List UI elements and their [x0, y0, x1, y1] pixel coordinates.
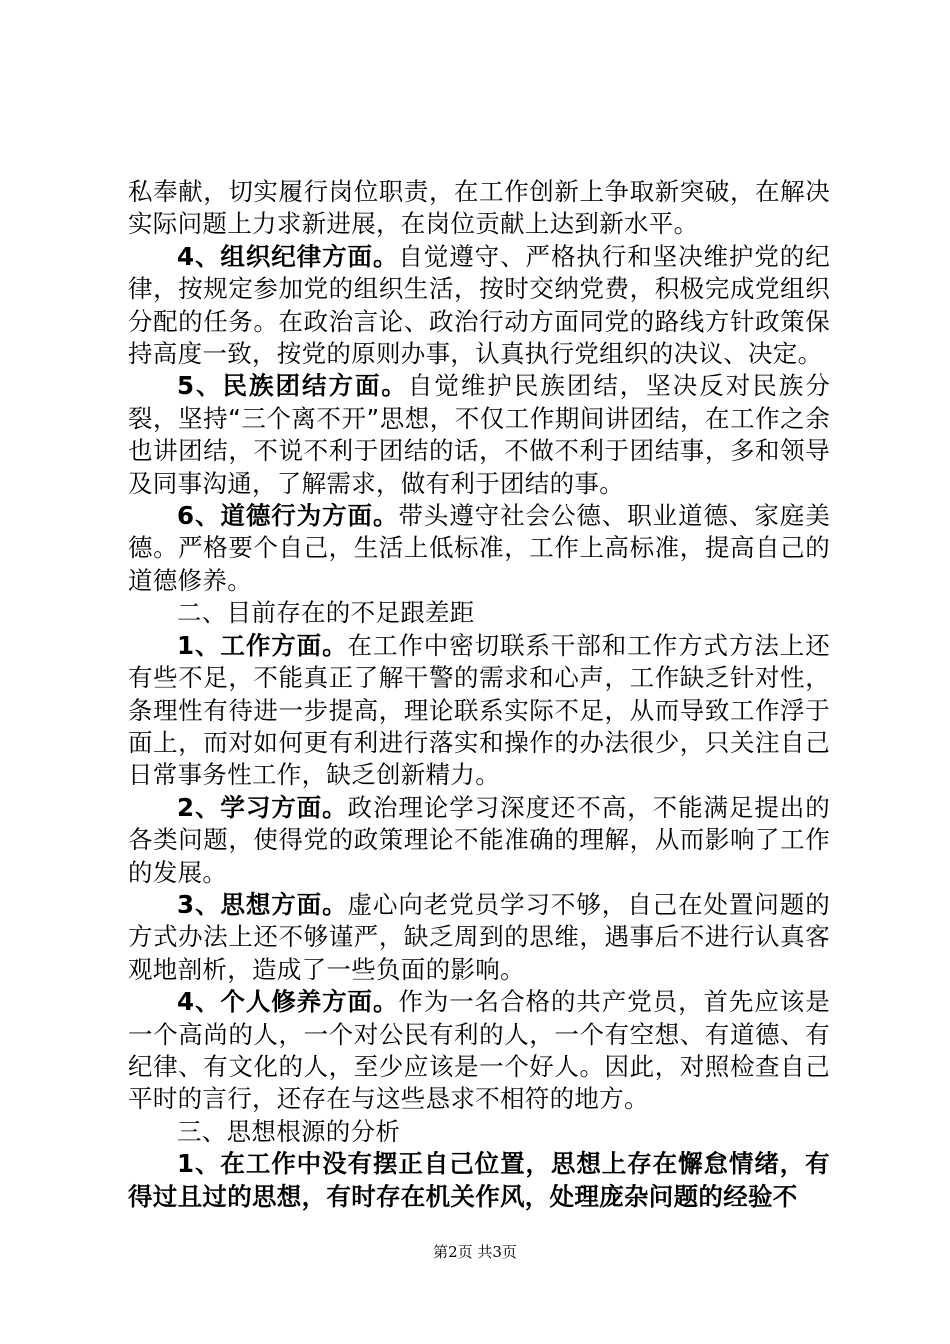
paragraph-heading: 6、道德行为方面。 [177, 501, 399, 531]
paragraph-text: 带头遵守社会公德、职业道德、家庭美德。严格要个自己，生活上低标准，工作上高标准，提高自己的道德修养。 [128, 501, 830, 595]
paragraph-heading: 4、组织纪律方面。 [177, 241, 399, 271]
paragraph [128, 500, 830, 597]
paragraph [128, 792, 830, 889]
paragraph-text: 二、目前存在的不足跟差距 [177, 598, 475, 628]
paragraph-text: 三、思想根源的分析 [177, 1116, 401, 1146]
paragraph-text: 政治理论学习深度还不高，不能满足提出的各类问题，使得党的政策理论不能准确的理解，从而影响了工作的发展。 [128, 792, 830, 887]
paragraph-heading: 5、民族团结方面。 [177, 371, 408, 401]
paragraph-text: 自觉遵守、严格执行和坚决维护党的纪律，按规定参加党的组织生活，按时交纳党费，积极完成党组织分配的任务。在政治言论、政治行动方面同党的路线方针政策保持高度一致，按党的原则办事，认真执行党组织的决议、决定。 [128, 241, 830, 369]
paragraph-text: 虚心向老党员学习不够，自己在处置问题的方式办法上还不够谨严，缺乏周到的思维，遇事后不进行认真客观地剖析，造成了一些负面的影响。 [128, 889, 830, 984]
paragraph [128, 630, 830, 792]
paragraph-heading: 3、思想方面。 [177, 889, 348, 919]
paragraph-text: 在工作中密切联系干部和工作方式方法上还有些不足，不能真正了解干警的需求和心声，工作缺乏针对性，条理性有待进一步提高，理论联系实际不足，从而导致工作浮于面上，而对如何更有利进行落实和操作的办法很少，只关注自己日常事务性工作，缺乏创新精力。 [128, 630, 830, 790]
paragraph-heading: 4、个人修养方面。 [177, 987, 399, 1017]
paragraph [128, 370, 830, 500]
document-body [128, 176, 830, 1213]
paragraph [128, 176, 830, 241]
paragraph [128, 597, 830, 629]
paragraph-heading: 1、工作方面。 [177, 630, 348, 660]
paragraph-text: 私奉献，切实履行岗位职责，在工作创新上争取新突破，在解决实际问题上力求新进展，在岗位贡献上达到新水平。 [128, 177, 830, 239]
paragraph-text: 1、在工作中没有摆正自己位置，思想上存在懈怠情绪，有得过且过的思想，有时存在机关作风，处理庞杂问题的经验不 [128, 1149, 830, 1211]
paragraph [128, 1116, 830, 1148]
paragraph [128, 986, 830, 1116]
paragraph [128, 1148, 830, 1213]
paragraph [128, 889, 830, 986]
paragraph-text: 作为一名合格的共产党员，首先应该是一个高尚的人，一个对公民有利的人，一个有空想、有道德、有纪律、有文化的人，至少应该是一个好人。因此，对照检查自己平时的言行，还存在与这些恳求不相符的地方。 [128, 987, 830, 1114]
paragraph-text: 自觉维护民族团结，坚决反对民族分裂，坚持“三个离不开”思想，不仅工作期间讲团结，在工作之余也讲团结，不说不利于团结的话，不做不利于团结事，多和领导及同事沟通，了解需求，做有利于团结的事。 [128, 371, 830, 498]
paragraph-heading: 2、学习方面。 [177, 792, 348, 822]
paragraph [128, 241, 830, 371]
page-footer: 第2页 共3页 [433, 1243, 517, 1261]
